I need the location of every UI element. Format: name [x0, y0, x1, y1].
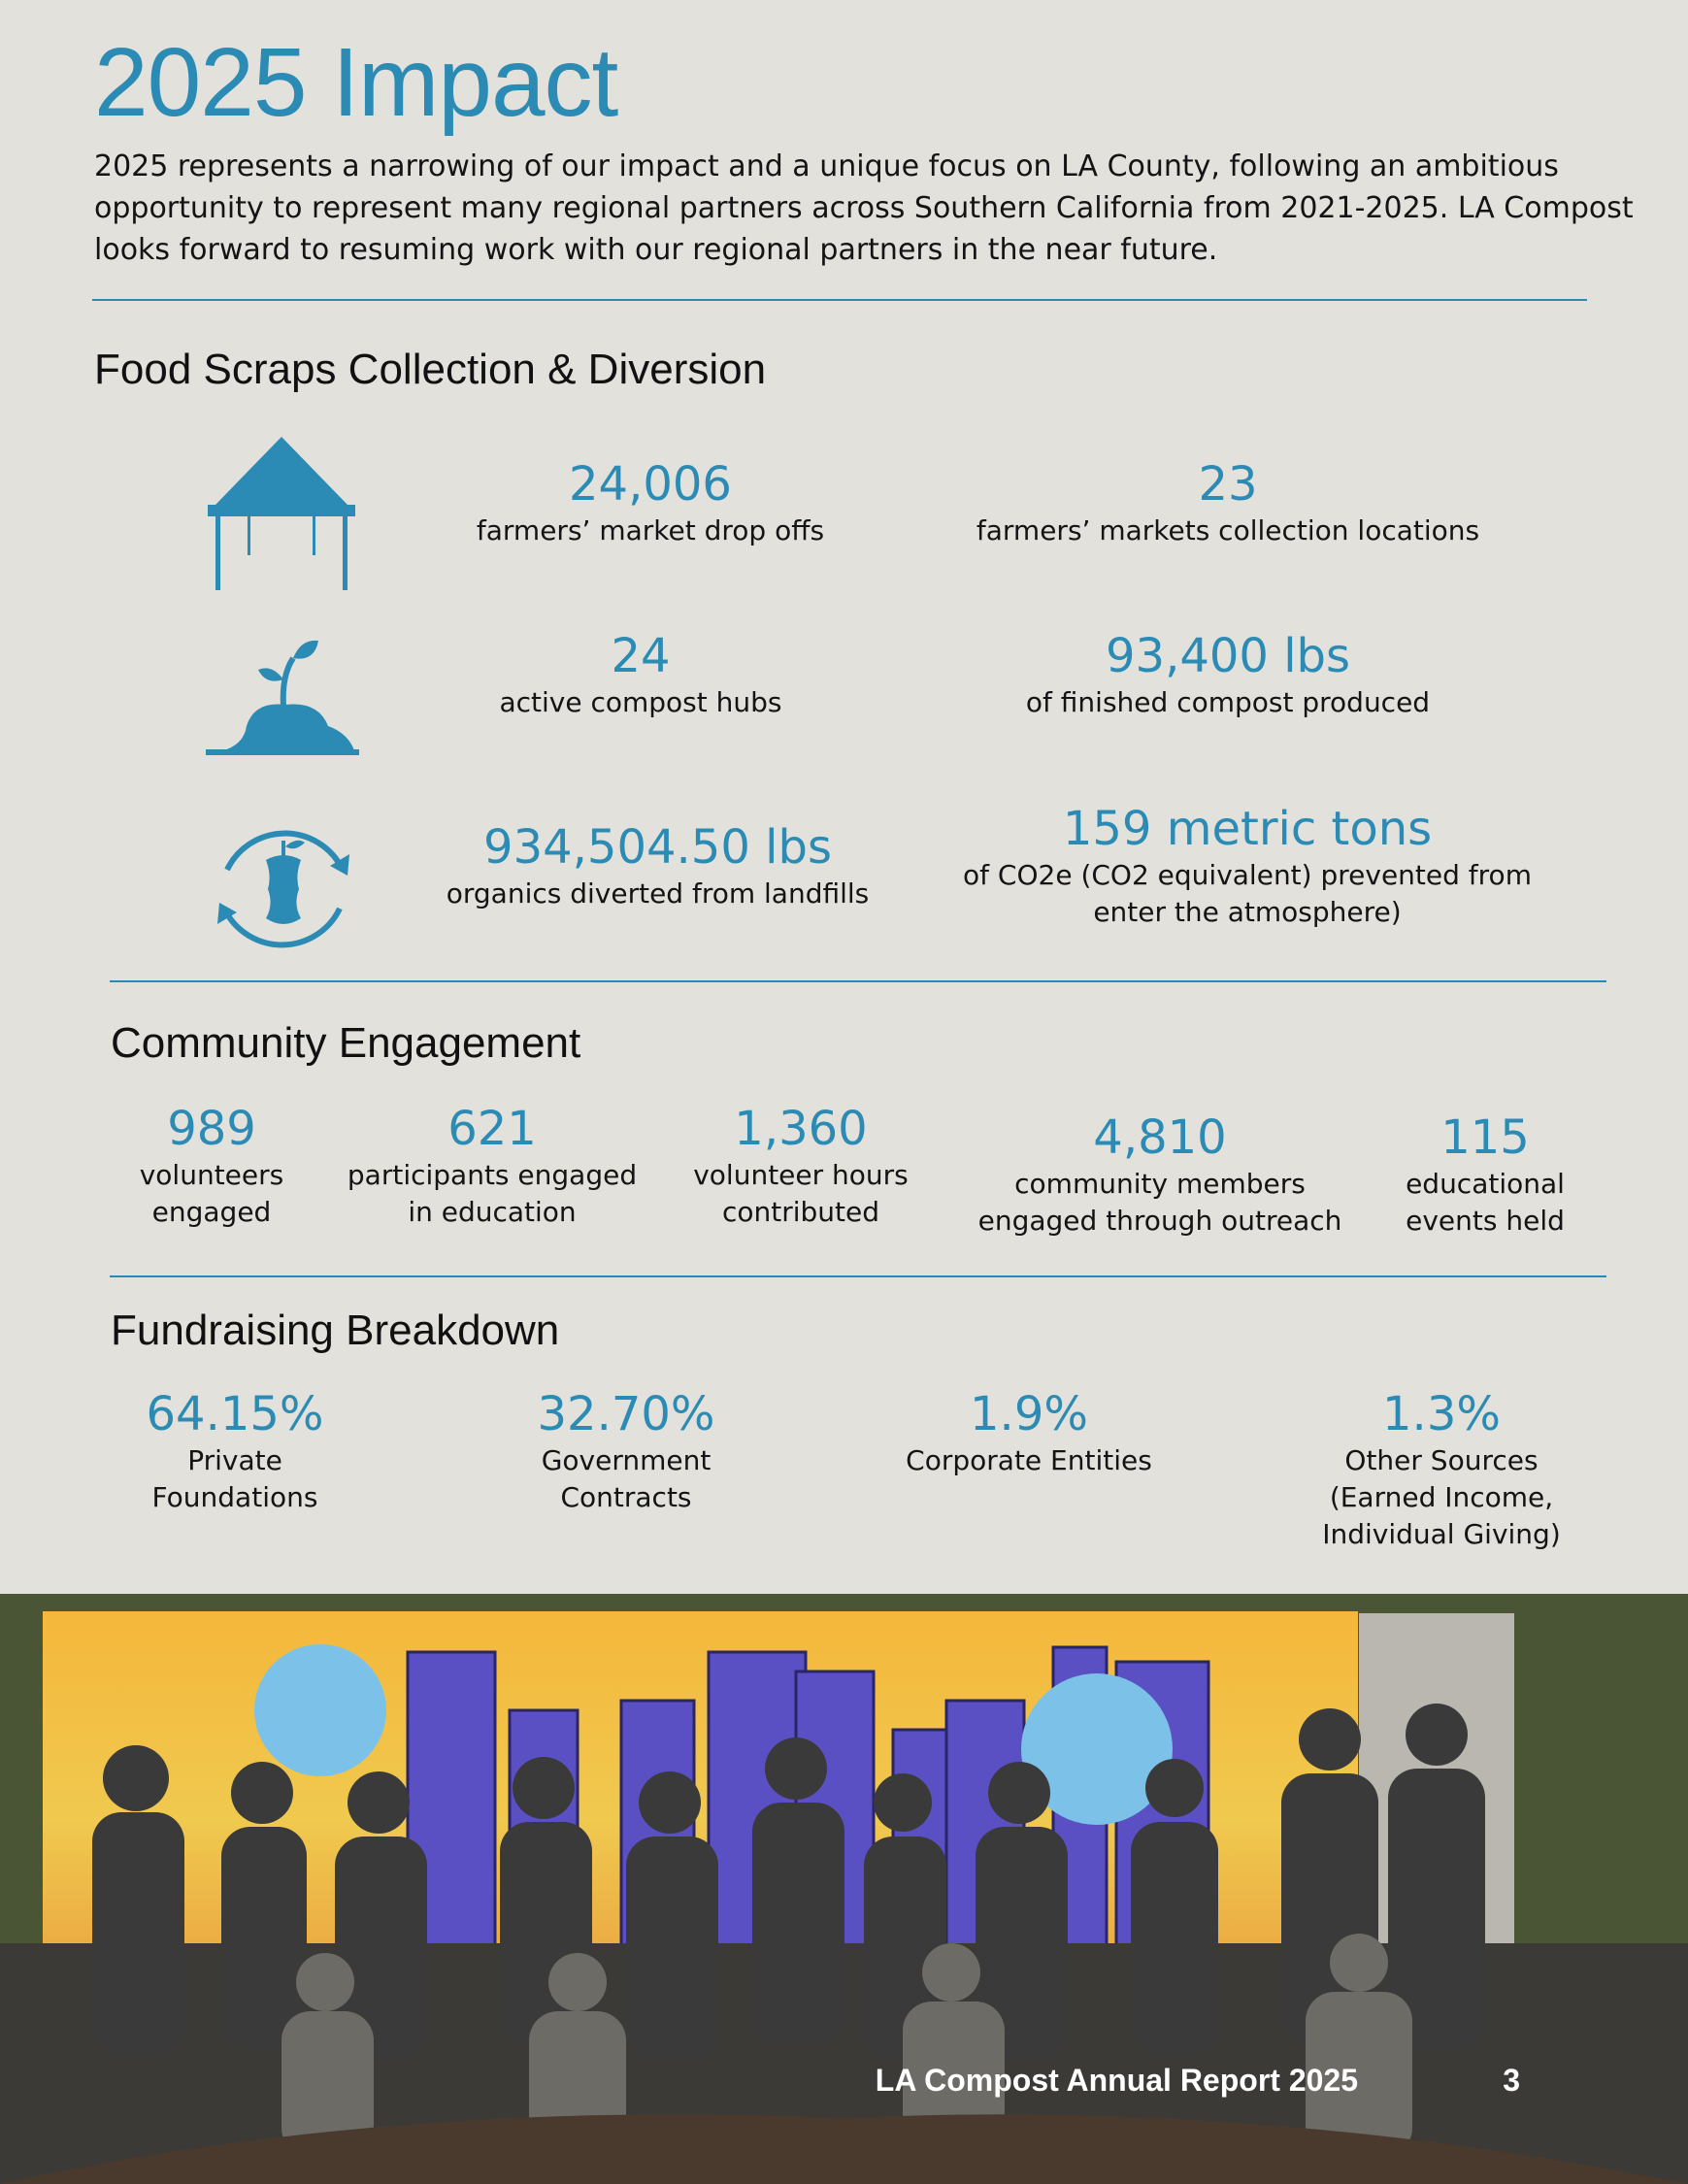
divider — [110, 1275, 1606, 1277]
stat-label: farmers’ markets collection locations — [976, 514, 1480, 546]
stat-compost-hubs — [447, 628, 835, 721]
mural-illustration — [0, 1594, 1688, 2184]
food-section-heading: Food Scraps Collection & Diversion — [94, 346, 767, 393]
page-title: 2025 Impact — [94, 28, 618, 137]
stat-co2e-prevented — [956, 801, 1539, 931]
stat-value: 159 metric tons — [1062, 802, 1433, 856]
stat-private-foundations — [128, 1386, 342, 1516]
stat-outreach — [956, 1109, 1364, 1240]
stat-value: 64.15% — [146, 1387, 324, 1441]
stat-label: active compost hubs — [499, 686, 782, 718]
stat-label: Other Sources (Earned Income, Individual Giving) — [1322, 1444, 1561, 1550]
stat-market-dropoffs — [456, 456, 844, 549]
stat-value: 115 — [1440, 1110, 1530, 1165]
stat-label: participants engaged in education — [347, 1159, 638, 1228]
stat-value: 621 — [447, 1102, 537, 1156]
stat-label: volunteers engaged — [139, 1159, 284, 1228]
stat-value: 24,006 — [569, 457, 732, 512]
stat-volunteer-hours — [679, 1101, 922, 1231]
stat-value: 989 — [167, 1102, 256, 1156]
volunteer-group-photo — [0, 1594, 1688, 2184]
stat-value: 24 — [611, 629, 671, 683]
stat-value: 1.9% — [970, 1387, 1088, 1441]
page-number: 3 — [1503, 2063, 1520, 2098]
stat-label: Private Foundations — [151, 1444, 318, 1513]
intro-paragraph: 2025 represents a narrowing of our impact and a unique focus on LA County, following an ambitious opportunity to represent many regional partners across Southern California from 2021-2025. LA Compost looks forward to resuming work with our regional partners in the near future. — [94, 149, 1634, 267]
stat-label: Corporate Entities — [906, 1444, 1152, 1476]
stat-finished-compost — [985, 628, 1471, 721]
stat-value: 934,504.50 lbs — [483, 820, 832, 875]
stat-label: educational events held — [1406, 1168, 1565, 1237]
stat-organics-diverted — [417, 819, 898, 912]
stat-value: 23 — [1198, 457, 1258, 512]
stat-value: 4,810 — [1093, 1110, 1227, 1165]
stat-government-contracts — [514, 1386, 738, 1516]
stat-value: 93,400 lbs — [1105, 629, 1351, 683]
market-tent-icon — [204, 435, 359, 592]
stat-label: community members engaged through outreach — [977, 1168, 1342, 1237]
stat-label: Government Contracts — [541, 1444, 712, 1513]
stat-market-locations — [937, 456, 1519, 549]
stat-label: of CO2e (CO2 equivalent) prevented from enter the atmosphere) — [963, 859, 1532, 928]
stat-label: volunteer hours contributed — [693, 1159, 909, 1228]
footer-report-title: LA Compost Annual Report 2025 — [875, 2063, 1358, 2098]
apple-cycle-icon — [206, 821, 361, 957]
divider — [92, 299, 1587, 301]
stat-volunteers — [115, 1101, 309, 1231]
stat-label: of finished compost produced — [1025, 686, 1431, 718]
compost-sprout-icon — [204, 637, 359, 757]
stat-label: farmers’ market drop offs — [476, 514, 825, 546]
fundraising-section-heading: Fundraising Breakdown — [111, 1307, 560, 1354]
stat-value: 32.70% — [537, 1387, 715, 1441]
stat-value: 1,360 — [734, 1102, 868, 1156]
stat-value: 1.3% — [1382, 1387, 1501, 1441]
community-section-heading: Community Engagement — [111, 1019, 581, 1067]
stat-other-sources — [1301, 1386, 1582, 1553]
stat-corporate-entities — [883, 1386, 1175, 1479]
stat-participants — [337, 1101, 647, 1231]
stat-label: organics diverted from landfills — [446, 877, 870, 910]
stat-events — [1383, 1109, 1587, 1240]
divider — [110, 980, 1606, 982]
